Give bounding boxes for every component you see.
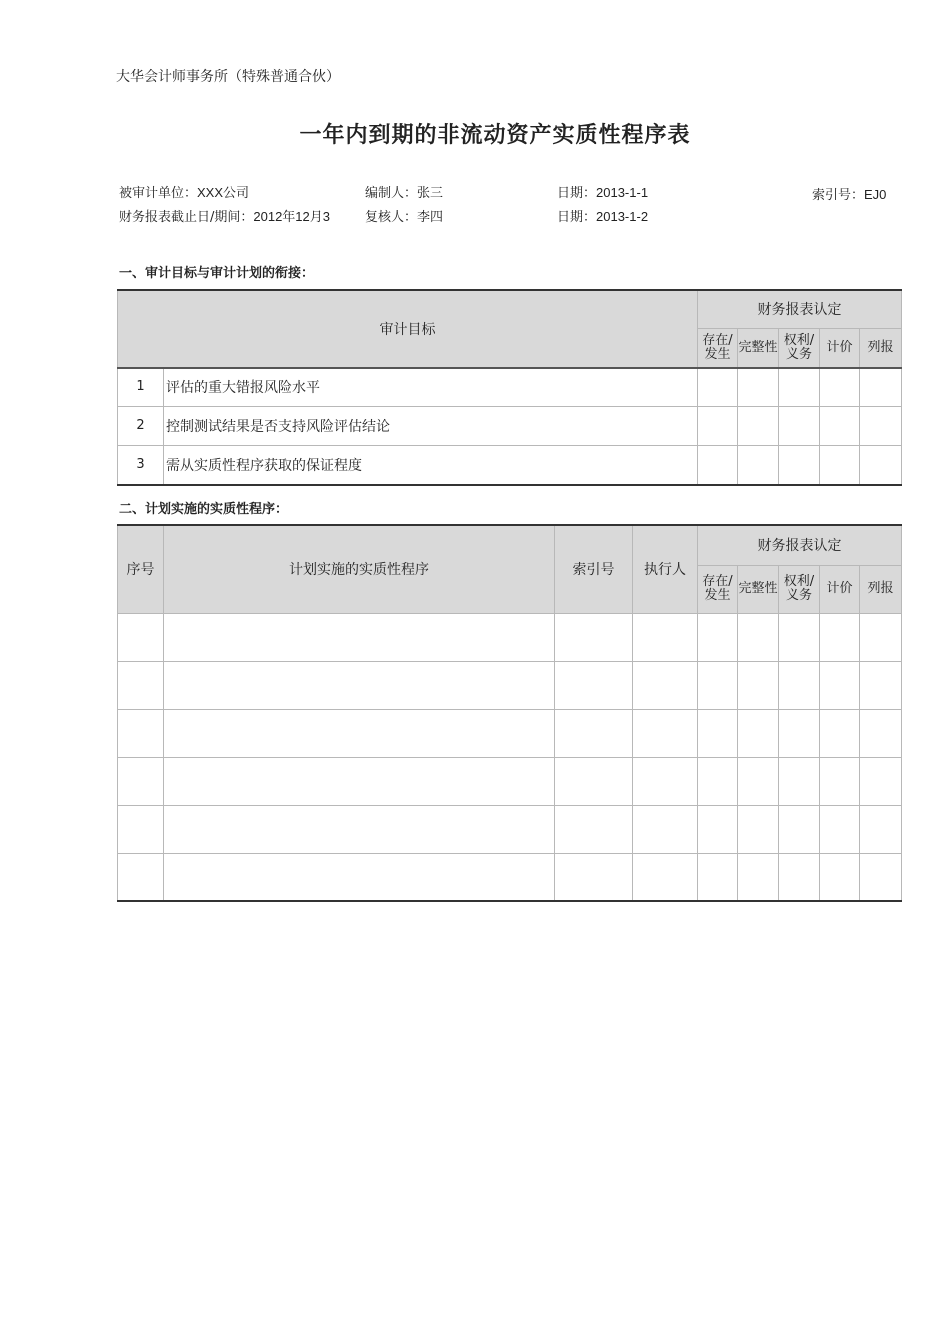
cell-valuation[interactable] [820,709,860,757]
cell-completeness[interactable] [738,805,779,853]
cell-existence[interactable] [698,757,738,805]
assertion-presentation: 列报 [860,328,902,368]
date1-label: 日期： [557,186,597,201]
table-row [118,805,902,853]
entity-value: XXX公司 [197,185,250,200]
cell-valuation[interactable] [820,368,860,407]
reviewer-value: 李四 [417,210,444,225]
procedure-cell[interactable] [164,805,555,853]
cell-presentation[interactable] [860,805,902,853]
cell-presentation[interactable] [860,757,902,805]
procedure-cell[interactable] [164,661,555,709]
assertion-rights: 权利/义务 [779,565,820,613]
cell-completeness[interactable] [738,368,779,407]
index-cell[interactable] [555,853,633,901]
no-header: 序号 [118,525,164,613]
procedure-cell[interactable] [164,709,555,757]
executor-cell[interactable] [633,757,698,805]
executor-cell[interactable] [633,805,698,853]
table-row [118,757,902,805]
index-cell[interactable] [555,709,633,757]
assertion-completeness: 完整性 [738,328,779,368]
index-field [812,184,886,203]
objective-header: 审计目标 [118,290,698,368]
cell-rights[interactable] [779,661,820,709]
assertion-valuation: 计价 [820,565,860,613]
cell-completeness[interactable] [738,661,779,709]
cell-valuation[interactable] [820,853,860,901]
assertion-valuation: 计价 [820,328,860,368]
cell-existence[interactable] [698,661,738,709]
cell-completeness[interactable] [738,757,779,805]
objective-text: 控制测试结果是否支持风险评估结论 [164,407,698,446]
cell-presentation[interactable] [860,446,902,485]
preparer-field [365,182,443,201]
cell-existence[interactable] [698,446,738,485]
procedure-cell[interactable] [164,613,555,661]
cell-existence[interactable] [698,709,738,757]
table-row [118,613,902,661]
cell-presentation[interactable] [860,368,902,407]
date1-field [557,182,648,201]
index-cell[interactable] [555,757,633,805]
procedures-body [118,613,902,901]
table-row [118,853,902,901]
cell-presentation[interactable] [860,709,902,757]
executor-cell[interactable] [633,709,698,757]
period-value: 2012年12月3 [253,209,331,224]
cell-valuation[interactable] [820,757,860,805]
index-cell[interactable] [555,661,633,709]
procedure-header: 计划实施的实质性程序 [164,525,555,613]
cell-existence[interactable] [698,613,738,661]
row-number: 3 [118,446,164,485]
row-no-cell[interactable] [118,853,164,901]
cell-presentation[interactable] [860,407,902,446]
entity-label: 被审计单位： [119,186,198,201]
cell-valuation[interactable] [820,446,860,485]
index-value: EJ0 [864,187,887,202]
section2-heading: 二、计划实施的实质性程序： [119,502,289,517]
cell-valuation[interactable] [820,613,860,661]
section1-heading: 一、审计目标与审计计划的衔接： [119,266,315,281]
cell-rights[interactable] [779,757,820,805]
cell-rights[interactable] [779,853,820,901]
row-no-cell[interactable] [118,805,164,853]
table-row [118,661,902,709]
executor-header: 执行人 [633,525,698,613]
cell-rights[interactable] [779,709,820,757]
objective-text: 需从实质性程序获取的保证程度 [164,446,698,485]
period-label: 财务报表截止日/期间： [119,210,254,225]
table-row [118,446,902,485]
cell-rights[interactable] [779,368,820,407]
assertions-header: 财务报表认定 [698,290,902,328]
cell-valuation[interactable] [820,805,860,853]
index-cell[interactable] [555,805,633,853]
cell-completeness[interactable] [738,853,779,901]
assertion-rights: 权利/义务 [779,328,820,368]
procedure-cell[interactable] [164,853,555,901]
cell-valuation[interactable] [820,661,860,709]
entity-field [119,182,249,201]
executor-cell[interactable] [633,613,698,661]
assertion-presentation: 列报 [860,565,902,613]
table-row [118,407,902,446]
objective-text: 评估的重大错报风险水平 [164,368,698,407]
cell-presentation[interactable] [860,853,902,901]
index-cell[interactable] [555,613,633,661]
row-number: 2 [118,407,164,446]
cell-existence[interactable] [698,368,738,407]
date2-label: 日期： [557,210,597,225]
index-header: 索引号 [555,525,633,613]
assertion-existence: 存在/发生 [698,328,738,368]
cell-valuation[interactable] [820,407,860,446]
row-no-cell[interactable] [118,757,164,805]
row-number: 1 [118,368,164,407]
cell-completeness[interactable] [738,613,779,661]
preparer-label: 编制人： [365,186,418,201]
reviewer-field [365,206,443,225]
cell-presentation[interactable] [860,661,902,709]
date2-value: 2013-1-2 [596,209,649,224]
table-row [118,368,902,407]
row-no-cell[interactable] [118,613,164,661]
executor-cell[interactable] [633,853,698,901]
cell-completeness[interactable] [738,407,779,446]
table-row [118,709,902,757]
cell-existence[interactable] [698,853,738,901]
executor-cell[interactable] [633,661,698,709]
row-no-cell[interactable] [118,709,164,757]
reviewer-label: 复核人： [365,210,418,225]
procedure-cell[interactable] [164,757,555,805]
cell-existence[interactable] [698,407,738,446]
cell-existence[interactable] [698,805,738,853]
cell-completeness[interactable] [738,446,779,485]
date1-value: 2013-1-1 [596,185,649,200]
cell-rights[interactable] [779,446,820,485]
cell-presentation[interactable] [860,613,902,661]
cell-completeness[interactable] [738,709,779,757]
assertions-header: 财务报表认定 [698,525,902,565]
preparer-value: 张三 [417,186,444,201]
procedures-table [117,524,902,902]
date2-field [557,206,648,225]
cell-rights[interactable] [779,613,820,661]
firm-name: 大华会计师事务所（特殊普通合伙） [116,69,340,85]
cell-rights[interactable] [779,407,820,446]
assertion-existence: 存在/发生 [698,565,738,613]
objectives-table [117,289,902,486]
index-label: 索引号： [812,188,865,203]
row-no-cell[interactable] [118,661,164,709]
page-title: 一年内到期的非流动资产实质性程序表 [299,123,691,148]
assertion-completeness: 完整性 [738,565,779,613]
cell-rights[interactable] [779,805,820,853]
period-field [119,206,365,225]
